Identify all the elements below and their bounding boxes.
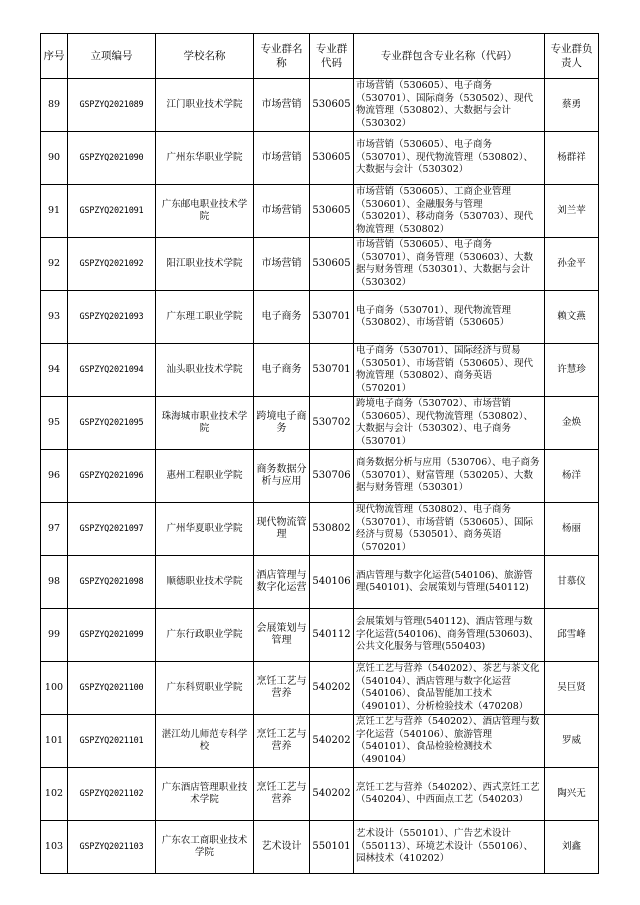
cell-leader: 金焕: [545, 397, 599, 450]
cell-leader: 吴巨贤: [545, 662, 599, 715]
cell-school-name: 广东邮电职业技术学院: [156, 185, 254, 238]
cell-project-code: GSPZYQ2021089: [68, 79, 156, 132]
cell-members: 电子商务（530701）、国际经济与贸易（530501）、市场营销（530605）、现代物流管理（530802）、商务英语（570201）: [354, 344, 545, 397]
cell-leader: 杨群祥: [545, 132, 599, 185]
cell-group-name: 市场营销: [254, 185, 310, 238]
cell-group-name: 商务数据分析与应用: [254, 450, 310, 503]
table-row: [41, 79, 599, 132]
cell-serial: 93: [41, 291, 68, 344]
cell-school-name: 惠州工程职业学院: [156, 450, 254, 503]
cell-project-code: GSPZYQ2021100: [68, 662, 156, 715]
cell-members: 跨境电子商务（530702）、市场营销（530605）、现代物流管理（530802）、大数据与会计（530302）、电子商务（530701）: [354, 397, 545, 450]
cell-leader: 赖文燕: [545, 291, 599, 344]
header-group-code: 专业群代码: [310, 34, 354, 79]
cell-serial: 94: [41, 344, 68, 397]
cell-leader: 刘鑫: [545, 821, 599, 874]
cell-leader: 孙金平: [545, 238, 599, 291]
cell-group-code: 530701: [310, 344, 354, 397]
cell-project-code: GSPZYQ2021102: [68, 768, 156, 821]
cell-project-code: GSPZYQ2021091: [68, 185, 156, 238]
cell-group-name: 现代物流管理: [254, 503, 310, 556]
table-row: [41, 768, 599, 821]
cell-school-name: 广东行政职业学院: [156, 609, 254, 662]
table-row: [41, 397, 599, 450]
cell-project-code: GSPZYQ2021098: [68, 556, 156, 609]
cell-project-code: GSPZYQ2021093: [68, 291, 156, 344]
cell-group-code: 530605: [310, 132, 354, 185]
cell-members: 市场营销（530605）、电子商务（530701）、现代物流管理（530802）、大数据与会计（530302）: [354, 132, 545, 185]
cell-serial: 95: [41, 397, 68, 450]
cell-members: 烹饪工艺与营养（540202）、西式烹饪工艺（540204）、中西面点工艺（540203）: [354, 768, 545, 821]
table-header-row: [41, 34, 599, 79]
cell-project-code: GSPZYQ2021096: [68, 450, 156, 503]
cell-serial: 92: [41, 238, 68, 291]
cell-school-name: 顺德职业技术学院: [156, 556, 254, 609]
table-row: [41, 291, 599, 344]
cell-group-code: 550101: [310, 821, 354, 874]
header-school-name: 学校名称: [156, 34, 254, 79]
table-row: [41, 344, 599, 397]
cell-project-code: GSPZYQ2021103: [68, 821, 156, 874]
cell-group-code: 530605: [310, 238, 354, 291]
cell-project-code: GSPZYQ2021090: [68, 132, 156, 185]
cell-group-code: 530605: [310, 185, 354, 238]
cell-project-code: GSPZYQ2021097: [68, 503, 156, 556]
cell-school-name: 广州东华职业学院: [156, 132, 254, 185]
cell-serial: 102: [41, 768, 68, 821]
cell-group-name: 酒店管理与数字化运营: [254, 556, 310, 609]
cell-group-name: 烹饪工艺与营养: [254, 715, 310, 768]
cell-school-name: 阳江职业技术学院: [156, 238, 254, 291]
specialty-group-table: [40, 33, 599, 874]
cell-school-name: 珠海城市职业技术学院: [156, 397, 254, 450]
cell-group-code: 540202: [310, 715, 354, 768]
cell-group-name: 电子商务: [254, 291, 310, 344]
header-leader: 专业群负责人: [545, 34, 599, 79]
cell-serial: 89: [41, 79, 68, 132]
cell-project-code: GSPZYQ2021092: [68, 238, 156, 291]
cell-leader: 杨洋: [545, 450, 599, 503]
cell-serial: 101: [41, 715, 68, 768]
cell-group-name: 烹饪工艺与营养: [254, 768, 310, 821]
cell-serial: 90: [41, 132, 68, 185]
cell-leader: 杨丽: [545, 503, 599, 556]
cell-serial: 99: [41, 609, 68, 662]
table-row: [41, 609, 599, 662]
cell-group-name: 艺术设计: [254, 821, 310, 874]
cell-leader: 邱雪峰: [545, 609, 599, 662]
cell-school-name: 湛江幼儿师范专科学校: [156, 715, 254, 768]
cell-members: 酒店管理与数字化运营(540106)、旅游管理(540101)、会展策划与管理(540112): [354, 556, 545, 609]
table-row: [41, 503, 599, 556]
cell-leader: 罗威: [545, 715, 599, 768]
cell-group-code: 530802: [310, 503, 354, 556]
cell-group-name: 烹饪工艺与营养: [254, 662, 310, 715]
cell-serial: 100: [41, 662, 68, 715]
cell-school-name: 广东农工商职业技术学院: [156, 821, 254, 874]
header-group-name: 专业群名称: [254, 34, 310, 79]
cell-serial: 103: [41, 821, 68, 874]
cell-members: 现代物流管理（530802）、电子商务（530701）、市场营销（530605）、国际经济与贸易（530501）、商务英语（570201）: [354, 503, 545, 556]
cell-leader: 甘慕仪: [545, 556, 599, 609]
cell-group-name: 电子商务: [254, 344, 310, 397]
header-members: 专业群包含专业名称（代码）: [354, 34, 545, 79]
cell-serial: 91: [41, 185, 68, 238]
cell-members: 电子商务（530701）、现代物流管理（530802）、市场营销（530605）: [354, 291, 545, 344]
cell-leader: 许慧珍: [545, 344, 599, 397]
cell-members: 市场营销（530605）、电子商务（530701）、国际商务（530502）、现代物流管理（530802）、大数据与会计（530302）: [354, 79, 545, 132]
cell-serial: 97: [41, 503, 68, 556]
cell-serial: 98: [41, 556, 68, 609]
cell-project-code: GSPZYQ2021094: [68, 344, 156, 397]
cell-group-code: 530702: [310, 397, 354, 450]
cell-group-code: 530706: [310, 450, 354, 503]
cell-school-name: 广东理工职业学院: [156, 291, 254, 344]
cell-group-code: 530605: [310, 79, 354, 132]
header-project-code: 立项编号: [68, 34, 156, 79]
cell-leader: 刘兰苹: [545, 185, 599, 238]
cell-group-name: 会展策划与管理: [254, 609, 310, 662]
cell-leader: 蔡勇: [545, 79, 599, 132]
cell-leader: 陶兴无: [545, 768, 599, 821]
table-row: [41, 185, 599, 238]
cell-group-name: 市场营销: [254, 132, 310, 185]
cell-members: 市场营销（530605）、电子商务（530701）、商务管理（530603）、大数据与财务管理（530301）、大数据与会计（530302）: [354, 238, 545, 291]
table-row: [41, 132, 599, 185]
table-row: [41, 715, 599, 768]
table-row: [41, 556, 599, 609]
cell-group-name: 市场营销: [254, 79, 310, 132]
table-row: [41, 662, 599, 715]
table-row: [41, 238, 599, 291]
cell-school-name: 广东科贸职业学院: [156, 662, 254, 715]
cell-group-name: 跨境电子商务: [254, 397, 310, 450]
cell-school-name: 江门职业技术学院: [156, 79, 254, 132]
cell-group-code: 530701: [310, 291, 354, 344]
table-row: [41, 821, 599, 874]
cell-members: 市场营销（530605）、工商企业管理（530601）、金融服务与管理（530201）、移动商务（530703）、现代物流管理（530802）: [354, 185, 545, 238]
table-row: [41, 450, 599, 503]
cell-group-code: 540202: [310, 662, 354, 715]
cell-members: 烹饪工艺与营养（540202）、酒店管理与数字化运营（540106）、旅游管理（540101）、食品检验检测技术（490104）: [354, 715, 545, 768]
cell-school-name: 广东酒店管理职业技术学院: [156, 768, 254, 821]
cell-project-code: GSPZYQ2021095: [68, 397, 156, 450]
cell-project-code: GSPZYQ2021099: [68, 609, 156, 662]
cell-members: 会展策划与管理(540112)、酒店管理与数字化运营(540106)、商务管理(530603)、公共文化服务与管理(550403): [354, 609, 545, 662]
cell-group-code: 540112: [310, 609, 354, 662]
cell-project-code: GSPZYQ2021101: [68, 715, 156, 768]
cell-school-name: 汕头职业技术学院: [156, 344, 254, 397]
cell-members: 烹饪工艺与营养（540202）、茶艺与茶文化（540104）、酒店管理与数字化运营（540106）、食品智能加工技术（490101）、分析检验技术（470208）: [354, 662, 545, 715]
cell-group-name: 市场营销: [254, 238, 310, 291]
header-serial: 序号: [41, 34, 68, 79]
cell-members: 艺术设计（550101）、广告艺术设计（550113）、环境艺术设计（550106）、园林技术（410202）: [354, 821, 545, 874]
cell-group-code: 540106: [310, 556, 354, 609]
cell-serial: 96: [41, 450, 68, 503]
cell-group-code: 540202: [310, 768, 354, 821]
cell-school-name: 广州华夏职业学院: [156, 503, 254, 556]
cell-members: 商务数据分析与应用（530706）、电子商务（530701）、财富管理（530205）、大数据与财务管理（530301）: [354, 450, 545, 503]
